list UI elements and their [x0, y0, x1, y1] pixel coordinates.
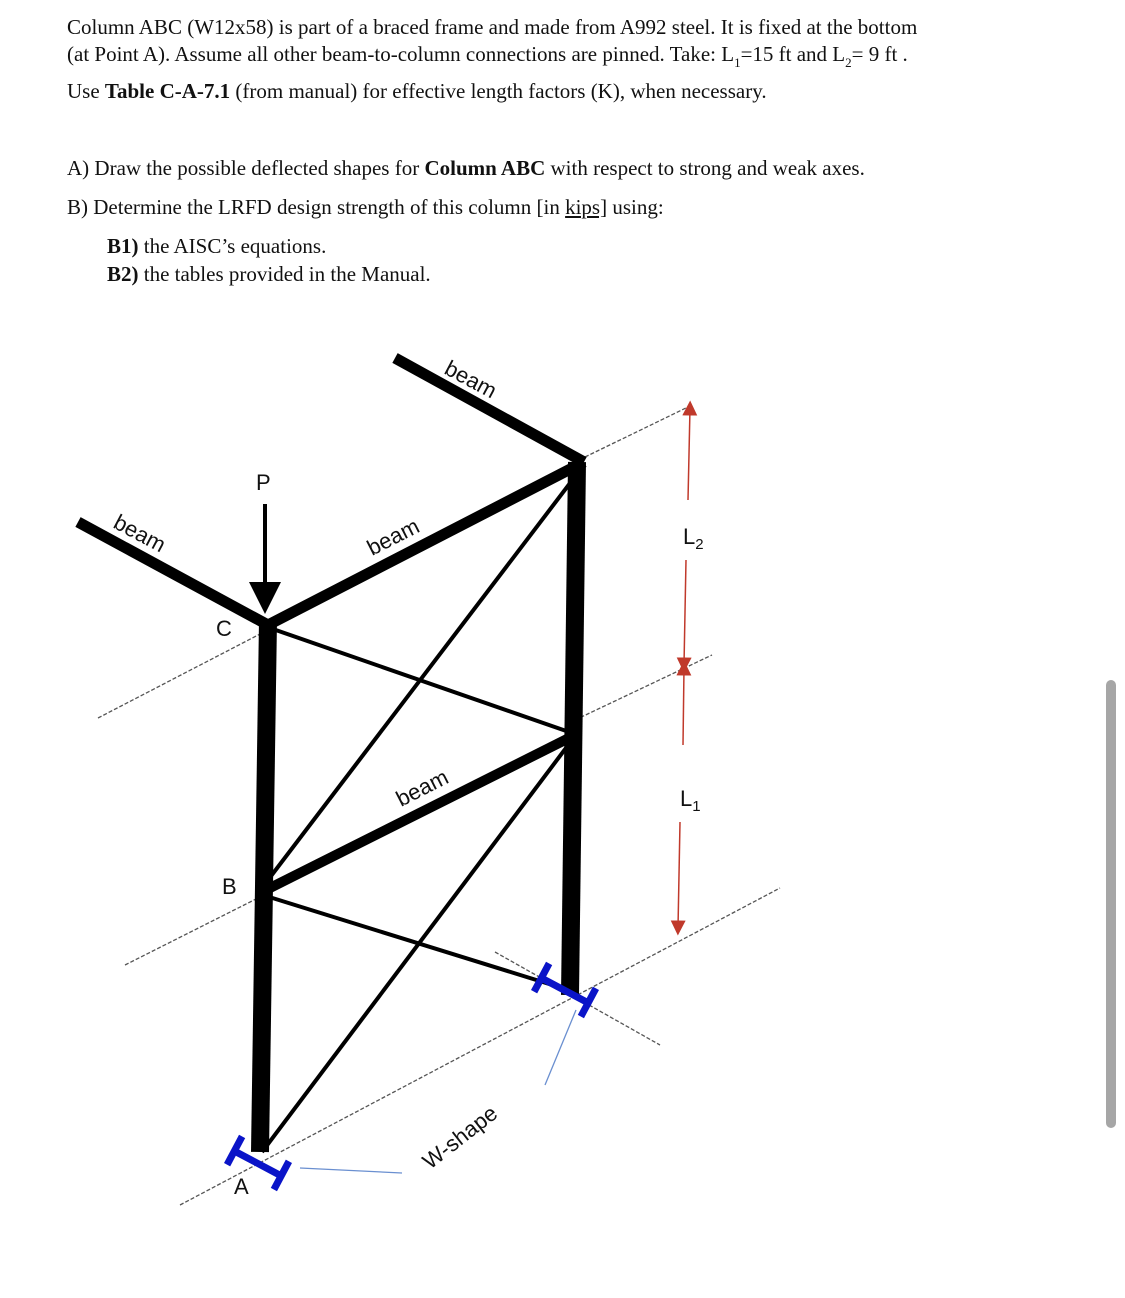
- beam-top-label: beam: [440, 355, 501, 404]
- beam-left-label: beam: [109, 509, 170, 558]
- frame-members: [78, 358, 584, 1152]
- beam-lower-label: beam: [391, 764, 453, 812]
- part-b1: B1) the AISC’s equations.: [107, 234, 327, 258]
- beam-upper-member: [268, 462, 584, 625]
- w-shape-icon: [224, 962, 599, 1191]
- dimension-arrows: [678, 408, 690, 928]
- beam-lower-member: [262, 735, 575, 892]
- point-a-label: A: [234, 1174, 249, 1199]
- table-reference: Use Table C-A-7.1 (from manual) for effective length factors (K), when necessary.: [67, 79, 767, 103]
- w-shape-label: W-shape: [417, 1100, 503, 1174]
- part-b2: B2) the tables provided in the Manual.: [107, 262, 431, 286]
- beam-left-member: [78, 522, 268, 625]
- intro-line-2: (at Point A). Assume all other beam-to-column connections are pinned. Take: $L_1=15$ ft and $L_2= 9$ ft .: [67, 42, 908, 70]
- l1-label: $L_1$: [680, 786, 701, 815]
- beam-upper-label: beam: [362, 513, 424, 561]
- column-right: [570, 462, 577, 995]
- load-label: P: [256, 470, 271, 495]
- part-b: B) Determine the LRFD design strength of this column [in kips] using:: [67, 195, 664, 219]
- part-a: A) Draw the possible deflected shapes for Column ABC with respect to strong and weak axes.: [67, 156, 865, 180]
- vertical-scrollbar[interactable]: [1106, 680, 1116, 1128]
- point-b-label: B: [222, 874, 237, 899]
- beam-top-member: [395, 358, 584, 462]
- point-c-label: C: [216, 616, 232, 641]
- l2-label: $L_2$: [683, 524, 704, 553]
- intro-line-1: Column ABC (W12x58) is part of a braced frame and made from A992 steel. It is fixed at the bottom: [67, 15, 918, 39]
